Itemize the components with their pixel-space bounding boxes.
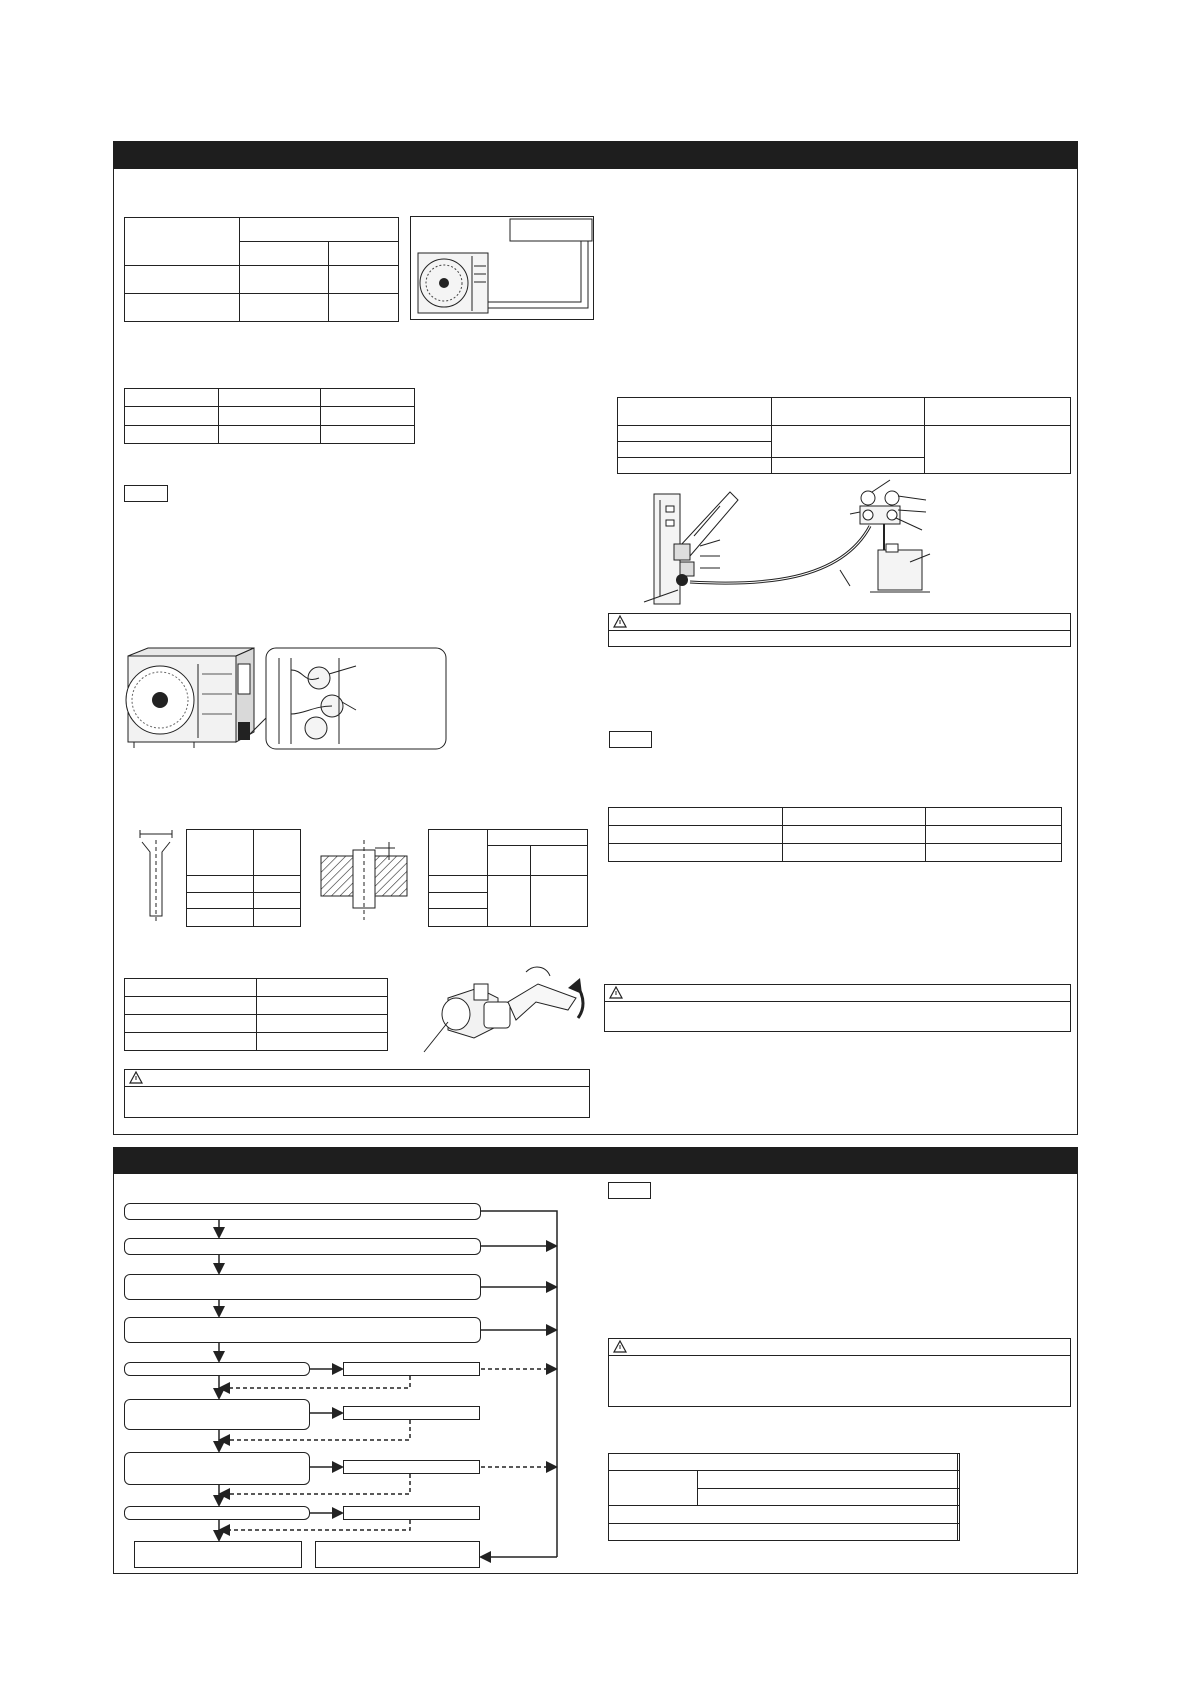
warning-triangle-icon	[613, 1340, 627, 1353]
table-test-run	[608, 1453, 960, 1541]
note-label-box	[608, 1182, 651, 1199]
warning-box-4	[608, 1338, 1071, 1407]
